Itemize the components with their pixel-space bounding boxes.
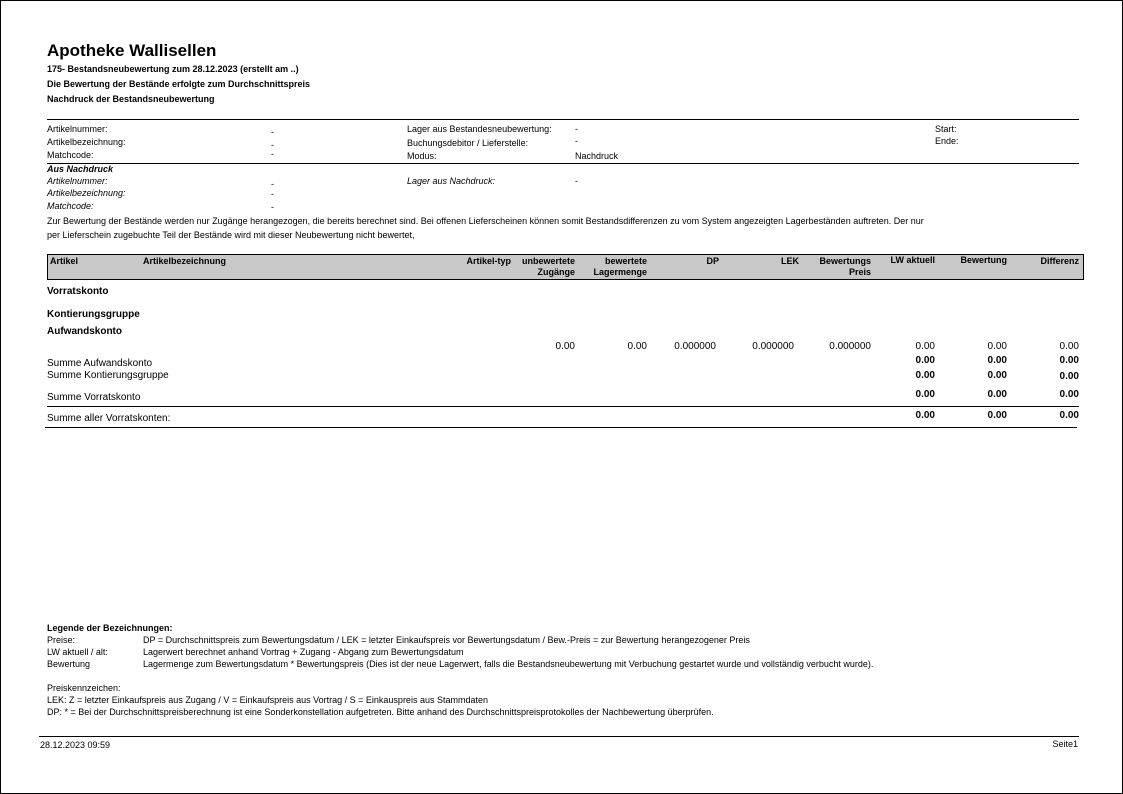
- group-aufwandskonto: Aufwandskonto: [47, 326, 122, 337]
- param-artikelnummer-value: -: [271, 127, 274, 137]
- sum-aufwandskonto-label: Summe Aufwandskonto: [47, 358, 153, 369]
- legend-preiskennzeichen: Preiskennzeichen:: [47, 683, 121, 693]
- total-top-divider: [47, 406, 1079, 407]
- total-bottom-divider: [45, 427, 1077, 428]
- valuation-note: Die Bewertung der Bestände erfolgte zum Durchschnittspreis: [47, 79, 311, 89]
- sum-kontierungsgruppe-label: Summe Kontierungsgruppe: [47, 370, 169, 381]
- company-title: Apotheke Wallisellen: [47, 41, 217, 60]
- param-modus-label: Modus:: [407, 151, 437, 161]
- reprint-matchcode-value: -: [271, 202, 274, 212]
- footer-divider: [39, 736, 1079, 737]
- legend-bewertung-text: Lagermenge zum Bewertungsdatum * Bewertungspreis (Dies ist der neue Lagerwert, falls die Bestandsneubewertung mit Verbuchung gestartet wurde und vollständig verbucht wurde).: [143, 659, 874, 669]
- legend-preise-label: Preise:: [47, 635, 76, 645]
- param-ende-label: Ende:: [935, 136, 959, 146]
- col-lek: LEK: [781, 256, 799, 266]
- row-bewertete: 0.00: [627, 341, 647, 352]
- param-lager-label: Lager aus Bestandesneubewertung:: [407, 124, 552, 134]
- legend-lek-line: LEK: Z = letzter Einkaufspreis aus Zugang / V = Einkaufspreis aus Vortrag / S = Einkauspreis aus Stammdaten: [47, 695, 488, 705]
- notice-line-2: per Lieferschein zugebuchte Teil der Bestände wird mit dieser Neubewertung nicht bewertet,: [47, 230, 415, 240]
- row-bewertungspreis: 0.000000: [829, 341, 871, 352]
- sum-all-lw: 0.00: [915, 410, 935, 421]
- legend-preise-text: DP = Durchschnittspreis zum Bewertungsdatum / LEK = letzter Einkaufspreis vor Bewertungsdatum / Bew.-Preis = zur Bewertung herangezogener Preis: [143, 635, 750, 645]
- legend-lw-label: LW aktuell / alt:: [47, 647, 108, 657]
- reprint-lager-value: -: [575, 176, 578, 186]
- notice-line-1: Zur Bewertung der Bestände werden nur Zugänge herangezogen, die bereits berechnet sind. Bei offenen Lieferscheinen können somit Bestandsdifferenzen zu vom System angezeigten Lagerbeständen auftreten. Der nur: [47, 216, 924, 226]
- param-matchcode-value: -: [271, 149, 274, 159]
- reprint-heading: Aus Nachdruck: [47, 164, 114, 174]
- sum-all-differenz: 0.00: [1059, 410, 1079, 421]
- col-lw-aktuell: LW aktuell: [890, 255, 935, 265]
- sum-aufwandskonto-differenz: 0.00: [1059, 355, 1079, 366]
- param-modus-value: Nachdruck: [575, 151, 619, 161]
- sum-vorratskonto-label: Summe Vorratskonto: [47, 392, 141, 403]
- row-lw-aktuell: 0.00: [915, 341, 935, 352]
- sum-all-bewertung: 0.00: [987, 410, 1007, 421]
- param-start-label: Start:: [935, 124, 957, 134]
- col-bewertete-line2: Lagermenge: [593, 267, 647, 277]
- param-artikelbezeichnung-value: -: [271, 140, 274, 150]
- param-matchcode-label: Matchcode:: [47, 150, 94, 160]
- reprint-artikelnummer-value: -: [271, 179, 274, 189]
- row-bewertung: 0.00: [987, 341, 1007, 352]
- col-bewertungspreis-line1: Bewertungs: [819, 256, 871, 266]
- reprint-lager-label: Lager aus Nachdruck:: [407, 176, 496, 186]
- col-unbewertete-line2: Zugänge: [537, 267, 575, 277]
- col-artikelbezeichnung: Artikelbezeichnung: [143, 256, 227, 266]
- col-artikel-typ: Artikel-typ: [466, 256, 511, 266]
- legend-bewertung-label: Bewertung: [47, 659, 91, 669]
- col-unbewertete: [505, 256, 575, 278]
- report-subtitle: 175- Bestandsneubewertung zum 28.12.2023 (erstellt am ..): [47, 64, 299, 74]
- legend-heading: Legende der Bezeichnungen:: [47, 623, 173, 633]
- col-bewertung: Bewertung: [960, 255, 1007, 265]
- sum-kontierungsgruppe-differenz: 0.00: [1059, 371, 1079, 382]
- sum-vorratskonto-lw: 0.00: [915, 389, 935, 400]
- col-dp: DP: [706, 256, 719, 266]
- param-lager-value: -: [575, 124, 578, 134]
- legend-dp-line: DP: * = Bei der Durchschnittspreisberechnung ist eine Sonderkonstellation aufgetreten. Bitte anhand des Durchschnittspreisprotokolles der Nachbewertung überprüfen.: [47, 707, 714, 717]
- col-bewertungspreis: [801, 256, 871, 278]
- group-kontierungsgruppe: Kontierungsgruppe: [47, 309, 140, 320]
- reprint-note: Nachdruck der Bestandsneubewertung: [47, 94, 215, 104]
- row-unbewertete: 0.00: [555, 341, 575, 352]
- col-bewertete-line1: bewertete: [604, 256, 647, 266]
- sum-vorratskonto-bewertung: 0.00: [987, 389, 1007, 400]
- reprint-artikelbezeichnung-value: -: [271, 189, 274, 199]
- row-dp: 0.000000: [674, 341, 716, 352]
- footer-page-number: Seite1: [1052, 739, 1078, 749]
- footer-datetime: 28.12.2023 09:59: [40, 740, 111, 750]
- reprint-matchcode-label: Matchcode:: [47, 201, 94, 211]
- params-divider: [47, 163, 1079, 164]
- legend-lw-text: Lagerwert berechnet anhand Vortrag + Zugang - Abgang zum Bewertungsdatum: [143, 647, 464, 657]
- param-buchungsdebitor-label: Buchungsdebitor / Lieferstelle:: [407, 138, 529, 148]
- col-bewertete: [577, 256, 647, 278]
- sum-kontierungsgruppe-lw: 0.00: [915, 370, 935, 381]
- sum-kontierungsgruppe-bewertung: 0.00: [987, 370, 1007, 381]
- col-unbewertete-line1: unbewertete: [521, 256, 575, 266]
- sum-aufwandskonto-lw: 0.00: [915, 355, 935, 366]
- param-artikelbezeichnung-label: Artikelbezeichnung:: [47, 137, 126, 147]
- row-differenz: 0.00: [1059, 341, 1079, 352]
- param-artikelnummer-label: Artikelnummer:: [47, 124, 108, 134]
- col-artikel: Artikel: [50, 256, 79, 266]
- reprint-artikelbezeichnung-label: Artikelbezeichnung:: [47, 188, 126, 198]
- header-divider: [47, 119, 1079, 120]
- row-lek: 0.000000: [752, 341, 794, 352]
- sum-all-label: Summe aller Vorratskonten:: [47, 413, 171, 424]
- group-vorratskonto: Vorratskonto: [47, 286, 109, 297]
- col-bewertungspreis-line2: Preis: [848, 267, 871, 277]
- param-buchungsdebitor-value: -: [575, 136, 578, 146]
- sum-vorratskonto-differenz: 0.00: [1059, 389, 1079, 400]
- sum-aufwandskonto-bewertung: 0.00: [987, 355, 1007, 366]
- reprint-artikelnummer-label: Artikelnummer:: [47, 176, 108, 186]
- col-differenz: Differenz: [1040, 256, 1079, 266]
